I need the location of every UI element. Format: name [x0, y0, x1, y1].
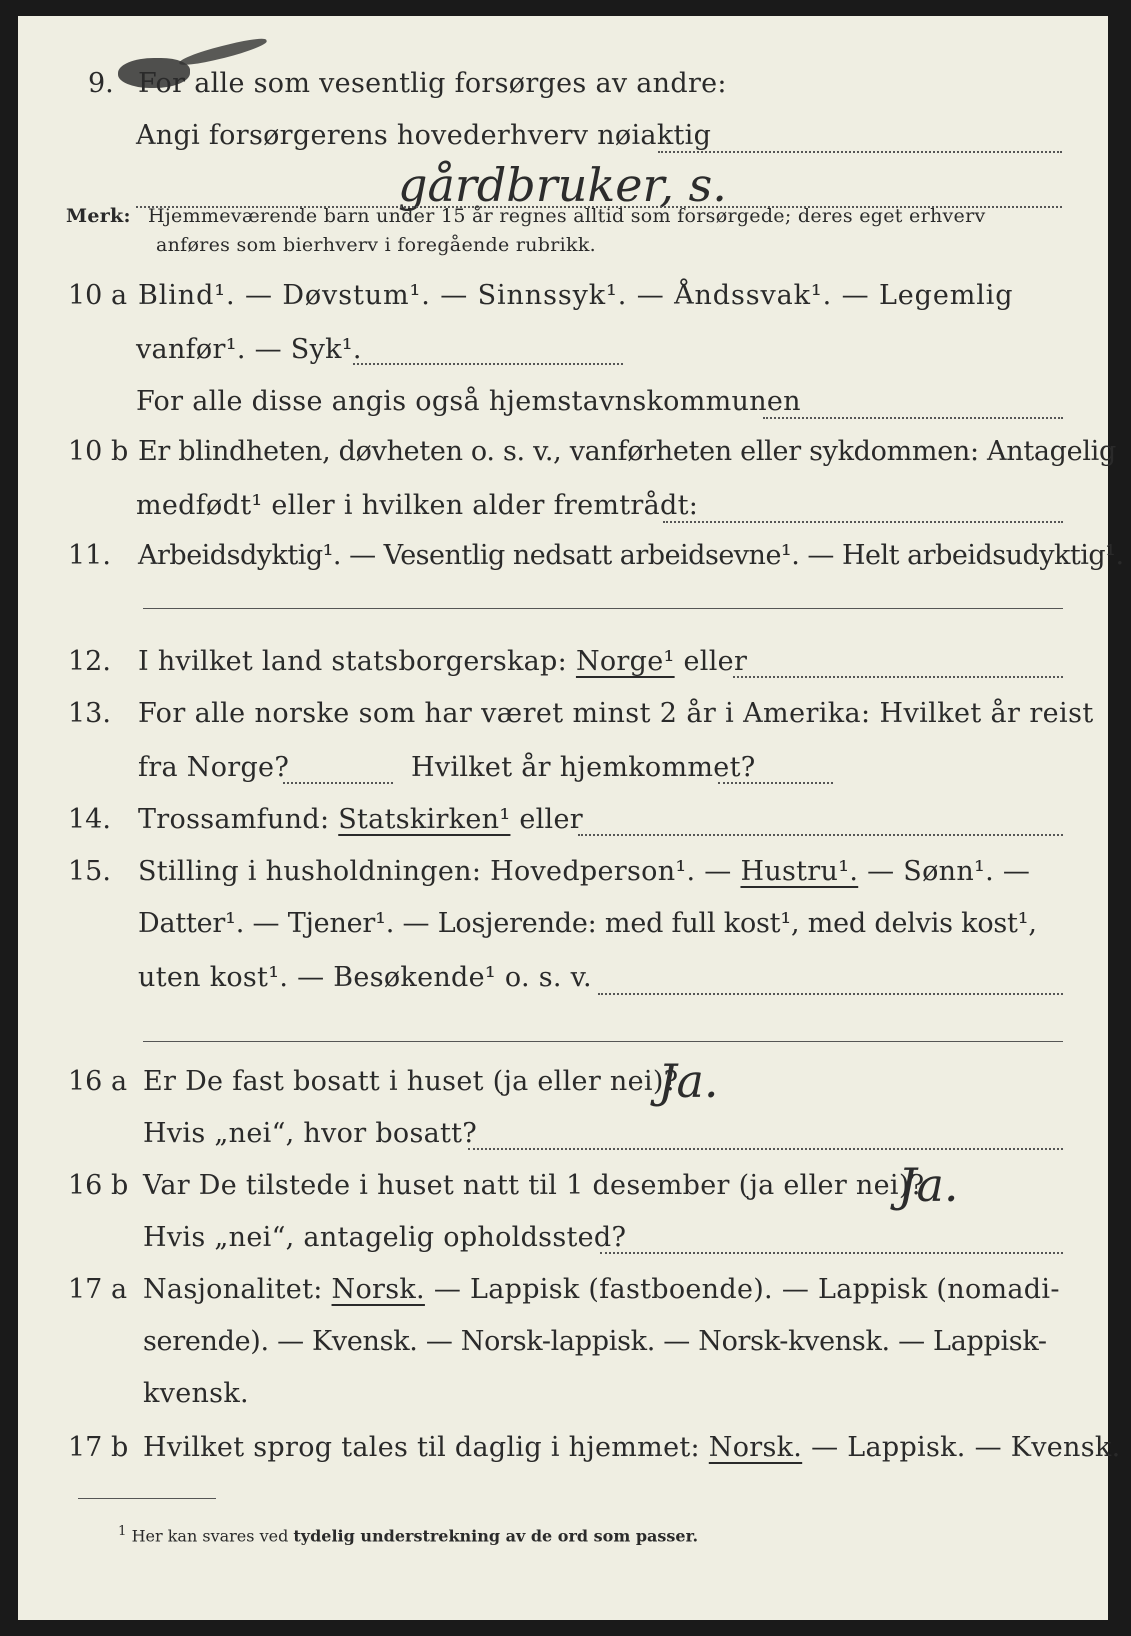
q16b-line2: Hvis „nei“, antagelig opholdssted?	[143, 1222, 627, 1253]
q17b-underlined-norsk: Norsk.	[708, 1432, 803, 1463]
q9-answer-line-1	[658, 151, 1062, 153]
q17b-line1b: — Lappisk. — Kvensk.	[811, 1432, 1121, 1463]
q15-line2: Datter¹. — Tjener¹. — Losjerende: med full kost¹, med delvis kost¹,	[138, 908, 1037, 939]
q16a-number: 16 a	[68, 1066, 128, 1097]
q16a-handwritten-answer: Ja.	[658, 1054, 719, 1108]
q12-answer-line	[733, 676, 1063, 678]
q17a-number: 17 a	[68, 1274, 128, 1305]
q9-handwritten-answer: gårdbruker, s.	[398, 158, 727, 212]
q15-answer-line-1	[598, 993, 1063, 995]
q15-underlined-hustru: Hustru¹.	[740, 856, 859, 887]
q13-line1: For alle norske som har været minst 2 år i Amerika: Hvilket år reist	[138, 698, 1094, 729]
q10a-answer-line	[353, 363, 623, 365]
q14-suffix: eller	[519, 804, 583, 835]
q10a-line2: vanfør¹. — Syk¹.	[136, 334, 362, 365]
q12-prefix: I hvilket land statsborgerskap:	[138, 646, 568, 677]
note-label: Merk:	[66, 205, 131, 227]
q12-underlined-norge: Norge¹	[575, 646, 675, 677]
census-form-page	[18, 16, 1124, 1620]
q10a-line3: For alle disse angis også hjemstavnskommunen	[136, 386, 801, 417]
q17a-underlined-norsk: Norsk.	[331, 1274, 425, 1305]
q9-line2: Angi forsørgerens hovederhverv nøiaktig	[136, 120, 712, 151]
footnote-mark: 1	[118, 1524, 127, 1539]
q16a-line2: Hvis „nei“, hvor bosatt?	[143, 1118, 478, 1149]
q11-answer-line	[143, 608, 1063, 609]
q15-line1b: — Sønn¹. —	[867, 856, 1031, 887]
q12-number: 12.	[68, 646, 111, 677]
footnote-rule	[78, 1498, 216, 1499]
q13-hjemkommet-line	[718, 782, 833, 784]
q17b-number: 17 b	[68, 1432, 129, 1463]
q15-line1a: Stilling i husholdningen: Hovedperson¹. —	[138, 856, 732, 887]
footnote	[118, 1524, 698, 1545]
q16a-answer-line	[468, 1148, 1063, 1150]
q16b-number: 16 b	[68, 1170, 129, 1201]
q15-line1	[138, 856, 1030, 887]
q13-line2b: Hvilket år hjemkommet?	[411, 752, 756, 783]
q13-reist-line	[283, 782, 393, 784]
q13-line2a: fra Norge?	[138, 752, 290, 783]
q10a-kommune-line	[763, 417, 1063, 419]
q15-number: 15.	[68, 856, 111, 887]
q15-line3: uten kost¹. — Besøkende¹ o. s. v.	[138, 962, 592, 993]
q17b-line1a: Hvilket sprog tales til daglig i hjemmet:	[143, 1432, 700, 1463]
q10b-line1: Er blindheten, døvheten o. s. v., vanførheten eller sykdommen: Antagelig	[138, 436, 1116, 467]
q10a-number: 10 a	[68, 280, 128, 311]
q12-suffix: eller	[683, 646, 748, 677]
q12-line	[138, 646, 747, 677]
q14-underlined-statskirken: Statskirken¹	[338, 804, 511, 835]
q16b-answer-line	[600, 1252, 1063, 1254]
q9-number: 9.	[88, 68, 114, 99]
q10b-answer-line	[663, 521, 1063, 523]
q14-line	[138, 804, 583, 835]
q17a-line2: serende). — Kvensk. — Norsk-lappisk. — Norsk-kvensk. — Lappisk-	[143, 1326, 1047, 1357]
q17a-line1b: — Lappisk (fastboende). — Lappisk (nomadi-	[433, 1274, 1060, 1305]
q14-prefix: Trossamfund:	[138, 804, 330, 835]
q10b-line2: medfødt¹ eller i hvilken alder fremtrådt:	[136, 490, 699, 521]
q17b-line1	[143, 1432, 1120, 1463]
q15-answer-line-2	[143, 1041, 1063, 1042]
q17a-line1	[143, 1274, 1060, 1305]
note-line1: Hjemmeværende barn under 15 år regnes alltid som forsørgede; deres eget erhverv	[148, 205, 986, 227]
q17a-line3: kvensk.	[143, 1378, 249, 1409]
footnote-text: Her kan svares ved	[131, 1526, 289, 1546]
q16b-handwritten-answer: Ja.	[898, 1158, 959, 1212]
q14-number: 14.	[68, 804, 111, 835]
q11-number: 11.	[68, 540, 111, 571]
q16a-line1: Er De fast bosatt i huset (ja eller nei)?	[143, 1066, 679, 1097]
footnote-bold-text: tydelig understrekning av de ord som passer.	[293, 1526, 699, 1546]
q11-line1: Arbeidsdyktig¹. — Vesentlig nedsatt arbeidsevne¹. — Helt arbeidsudyktig¹.	[138, 540, 1124, 571]
note-line2: anføres som bierhverv i foregående rubrikk.	[156, 234, 596, 256]
q13-number: 13.	[68, 698, 111, 729]
q14-answer-line	[578, 834, 1063, 836]
q16b-line1: Var De tilstede i huset natt til 1 desember (ja eller nei)?	[143, 1170, 925, 1201]
q10a-line1: Blind¹. — Døvstum¹. — Sinnssyk¹. — Åndssvak¹. — Legemlig	[138, 280, 1014, 311]
ink-blot-tail	[178, 35, 268, 68]
q9-line1: For alle som vesentlig forsørges av andre:	[138, 68, 727, 99]
q10b-number: 10 b	[68, 436, 129, 467]
q17a-line1a: Nasjonalitet:	[143, 1274, 323, 1305]
